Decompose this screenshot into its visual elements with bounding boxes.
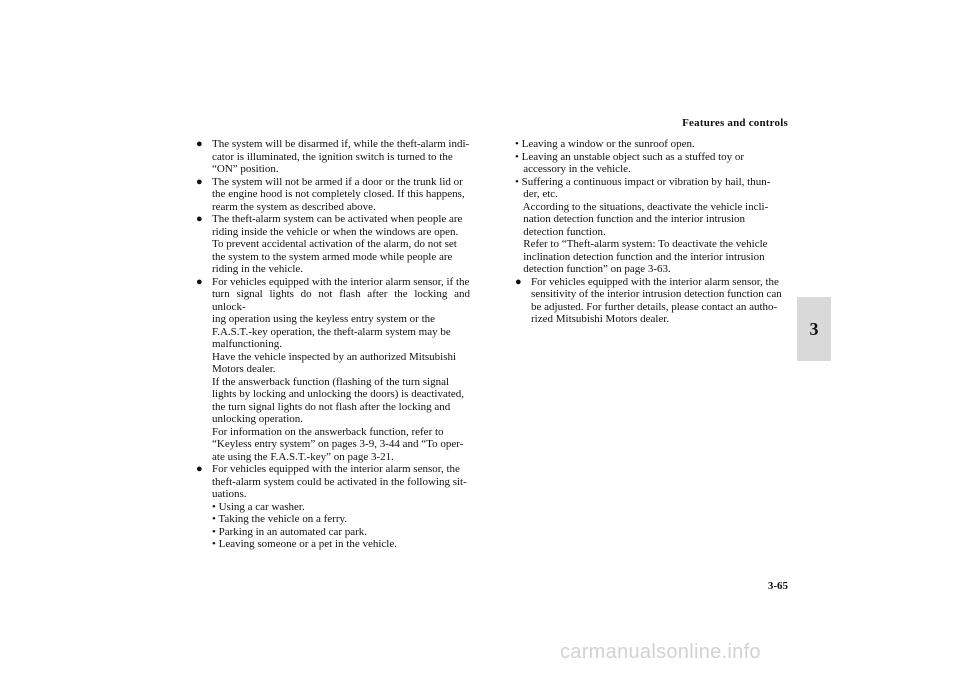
bullet-item: [196, 463, 470, 551]
bullet-item: [196, 276, 470, 464]
paragraph-line: riding in the vehicle.: [212, 263, 304, 275]
sub-list-line: • Suffering a continuous impact or vibration by hail, thun-: [515, 175, 771, 188]
paragraph-line: F.A.S.T.-key operation, the theft-alarm system may be: [212, 325, 451, 338]
paragraph-line: rized Mitsubishi Motors dealer.: [531, 313, 670, 325]
paragraph-line: The system will be disarmed if, while the theft-alarm indi-: [212, 138, 470, 150]
paragraph-line: For vehicles equipped with the interior alarm sensor, the: [212, 463, 460, 475]
sub-list-line: inclination detection function and the interior intrusion: [515, 250, 765, 263]
sub-list-line: nation detection function and the interior intrusion: [515, 213, 746, 225]
page-number: 3-65: [767, 580, 788, 592]
paragraph-line: the turn signal lights do not flash after the locking and: [212, 400, 451, 413]
paragraph-line: ing operation using the keyless entry system or the: [212, 313, 436, 325]
bullet-item: [196, 213, 470, 276]
right-column: [515, 138, 789, 326]
bullet-icon: ●: [196, 213, 203, 225]
sub-list-line: accessory in the vehicle.: [515, 163, 631, 175]
paragraph-line: lights by locking and unlocking the doors) is deactivated,: [212, 388, 465, 400]
sub-list-line: • Leaving an unstable object such as a stuffed toy or: [515, 150, 745, 163]
bullet-icon: ●: [196, 175, 203, 188]
sub-list-line: According to the situations, deactivate the vehicle incli-: [515, 200, 769, 213]
paragraph-line: The system will not be armed if a door or the trunk lid or: [212, 175, 463, 188]
paragraph-line: “Keyless entry system” on pages 3-9, 3-44 and “To oper-: [212, 438, 464, 450]
sub-list-line: der, etc.: [515, 188, 558, 200]
paragraph-line: For vehicles equipped with the interior alarm sensor, the: [531, 275, 779, 288]
sub-list-line: • Leaving a window or the sunroof open.: [515, 138, 695, 150]
paragraph-line: uations.: [212, 488, 247, 500]
paragraph-line: If the answerback function (flashing of the turn signal: [212, 375, 450, 388]
sub-list-line: detection function” on page 3-63.: [515, 263, 671, 275]
paragraph-line: rearm the system as described above.: [212, 200, 376, 213]
paragraph-line: cator is illuminated, the ignition switch is turned to the: [212, 150, 453, 163]
bullet-item: [515, 276, 789, 326]
paragraph-line: the system to the system armed mode while people are: [212, 250, 453, 263]
sub-list-line: detection function.: [515, 225, 606, 238]
bullet-icon: ●: [196, 463, 203, 475]
paragraph-line: be adjusted. For further details, please contact an autho-: [531, 300, 778, 313]
paragraph-line: The theft-alarm system can be activated when people are: [212, 213, 463, 225]
sub-list-line: Refer to “Theft-alarm system: To deactivate the vehicle: [515, 238, 768, 250]
paragraph-line: ate using the F.A.S.T.-key” on page 3-21.: [212, 450, 394, 463]
paragraph-line: malfunctioning.: [212, 338, 282, 350]
paragraph-line: • Parking in an automated car park.: [212, 525, 368, 538]
paragraph-line: riding inside the vehicle or when the windows are open.: [212, 225, 459, 238]
paragraph-line: turn signal lights do not flash after the locking and unlock-: [212, 288, 470, 313]
bullet-icon: ●: [196, 275, 203, 288]
paragraph-line: Motors dealer.: [212, 363, 276, 375]
watermark: carmanualsonline.info: [560, 641, 761, 663]
paragraph-line: unlocking operation.: [212, 413, 304, 425]
paragraph-line: To prevent accidental activation of the alarm, do not set: [212, 238, 457, 250]
paragraph-line: • Taking the vehicle on a ferry.: [212, 513, 348, 525]
paragraph-line: • Leaving someone or a pet in the vehicle.: [212, 538, 397, 550]
paragraph-line: • Using a car washer.: [212, 500, 305, 513]
paragraph-line: Have the vehicle inspected by an authorized Mitsubishi: [212, 350, 457, 363]
paragraph-line: For vehicles equipped with the interior alarm sensor, if the: [212, 275, 470, 288]
paragraph-line: sensitivity of the interior intrusion detection function can: [531, 288, 782, 300]
paragraph-line: “ON” position.: [212, 163, 279, 175]
paragraph-line: theft-alarm system could be activated in the following sit-: [212, 475, 467, 488]
chapter-tab: 3: [797, 297, 831, 361]
bullet-item: [196, 176, 470, 214]
section-header: Features and controls: [682, 117, 788, 129]
left-column: [196, 138, 470, 551]
bullet-icon: ●: [196, 138, 203, 150]
paragraph-line: the engine hood is not completely closed. If this happens,: [212, 188, 465, 200]
bullet-icon: ●: [515, 275, 522, 288]
bullet-item: [196, 138, 470, 176]
paragraph-line: For information on the answerback function, refer to: [212, 425, 444, 438]
